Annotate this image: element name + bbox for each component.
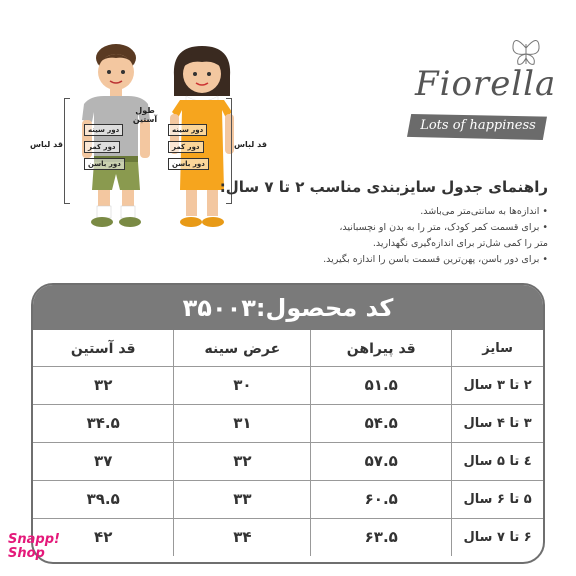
header-chest-width: عرض سینه <box>174 330 311 366</box>
cell-chest-width: ۳۴ <box>174 518 311 556</box>
boy-length-bracket <box>64 98 70 204</box>
cell-sleeve-length: ۳۷ <box>33 442 174 480</box>
size-guide <box>218 178 548 268</box>
cell-dress-length: ۵۴.۵ <box>311 404 452 442</box>
cell-dress-length: ۶۰.۵ <box>311 480 452 518</box>
cell-size: ٤ تا ۵ سال <box>452 442 543 480</box>
cell-size: ۵ تا ۶ سال <box>452 480 543 518</box>
cell-chest-width: ۳۲ <box>174 442 311 480</box>
table-row <box>33 518 543 556</box>
cell-sleeve-length: ۳۹.۵ <box>33 480 174 518</box>
table-row <box>33 366 543 404</box>
table-row <box>33 442 543 480</box>
girl-hip-tag: دور باسن <box>168 158 209 170</box>
product-code-header: کد محصول:۳۵۰۰۳ <box>33 285 543 330</box>
sleeve-length-label: طول آستین <box>132 106 158 124</box>
brand-tagline: Lots of happiness <box>420 118 536 133</box>
cell-size: ۳ تا ۴ سال <box>452 404 543 442</box>
cell-chest-width: ۳۳ <box>174 480 311 518</box>
cell-sleeve-length: ۴۲ <box>94 528 113 547</box>
brand-name: Fiorella <box>415 64 557 104</box>
table-header-row <box>33 330 543 366</box>
boy-figure <box>70 40 160 235</box>
girl-length-label: قد لباس <box>234 140 267 149</box>
cell-size: ۲ تا ۳ سال <box>452 366 543 404</box>
cell-dress-length: ۵۷.۵ <box>311 442 452 480</box>
guide-title: راهنمای جدول سایزبندی مناسب ۲ تا ۷ سال: <box>219 178 548 196</box>
butterfly-icon <box>510 34 542 68</box>
girl-waist-tag: دور کمر <box>168 141 204 153</box>
header-dress-length: قد پیراهن <box>311 330 452 366</box>
cell-sleeve-length: ۳۴.۵ <box>33 404 174 442</box>
cell-dress-length: ۶۳.۵ <box>311 518 452 556</box>
brand-logo <box>405 30 555 150</box>
cell-sleeve-length: ۳۲ <box>33 366 174 404</box>
size-table-card <box>31 283 545 564</box>
girl-chest-tag: دور سینه <box>168 124 207 136</box>
size-table <box>33 330 543 556</box>
guide-note: • برای قسمت کمر کودک، متر را به بدن او نچسبانید، <box>339 222 548 233</box>
boy-length-label: قد لباس <box>30 140 63 149</box>
boy-waist-tag: دور کمر <box>84 141 120 153</box>
header-sleeve-length: قد آستین <box>33 330 174 366</box>
snapp-shop-logo <box>8 533 60 561</box>
boy-chest-tag: دور سینه <box>84 124 123 136</box>
guide-note: • برای دور باسن، پهن‌ترین قسمت باسن را اندازه بگیرید. <box>323 254 548 265</box>
snapp-shop-line2: Shop <box>8 546 45 561</box>
boy-hip-tag: دور باسن <box>84 158 125 170</box>
table-row <box>33 404 543 442</box>
cell-chest-width: ۳۰ <box>174 366 311 404</box>
guide-note: متر را کمی شل‌تر برای اندازه‌گیری نگهدارید. <box>372 238 548 249</box>
cell-chest-width: ۳۱ <box>174 404 311 442</box>
cell-size: ۶ تا ۷ سال <box>452 518 543 556</box>
guide-note: • اندازه‌ها به سانتی‌متر می‌باشد. <box>420 206 548 217</box>
header-size: سایز <box>452 330 543 366</box>
snapp-shop-line1: Snapp! <box>8 532 60 547</box>
cell-dress-length: ۵۱.۵ <box>311 366 452 404</box>
table-row <box>33 480 543 518</box>
